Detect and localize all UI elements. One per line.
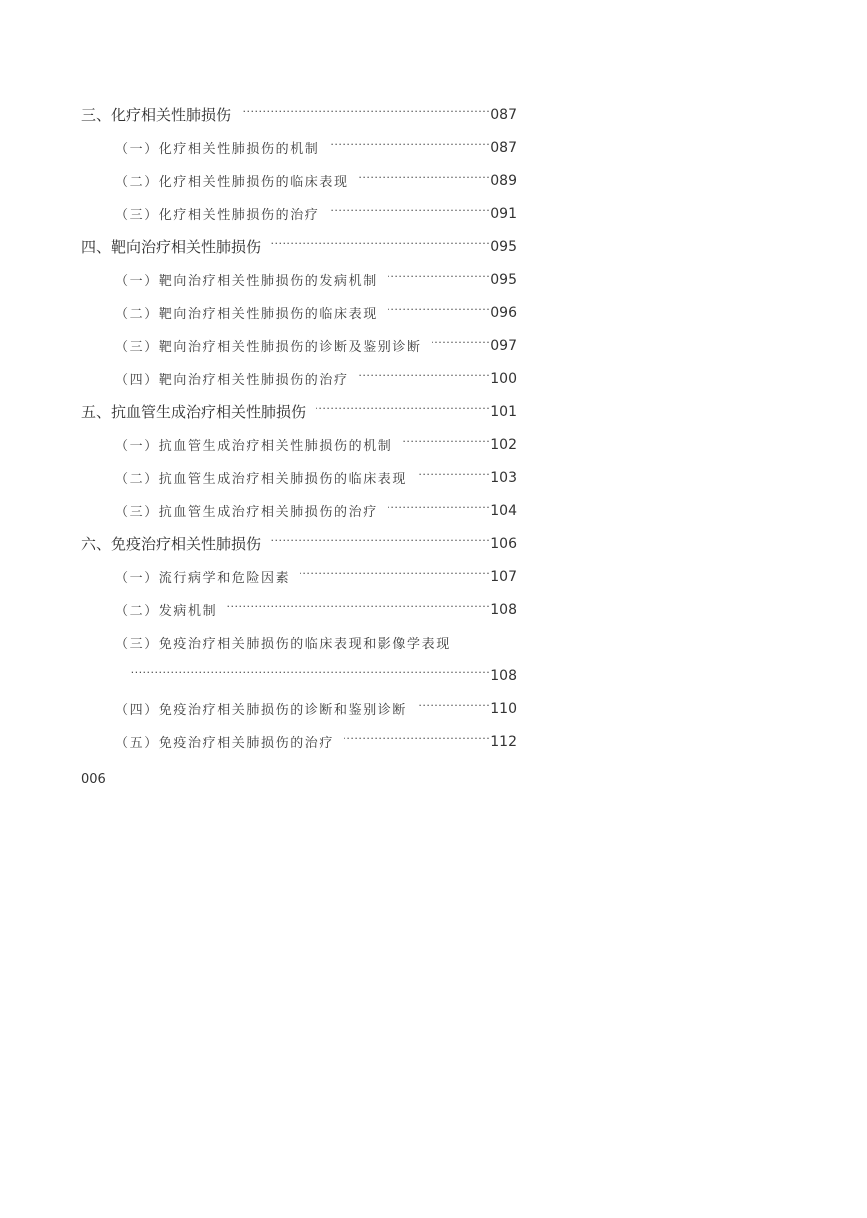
toc-entry-title: （一）抗血管生成治疗相关性肺损伤的机制 bbox=[115, 439, 393, 454]
toc-entry-title: 六、免疫治疗相关性肺损伤 bbox=[81, 535, 262, 553]
toc-entry-title: （二）靶向治疗相关性肺损伤的临床表现 bbox=[115, 307, 378, 322]
toc-page-number: 091 bbox=[490, 205, 517, 222]
dot-leader bbox=[241, 108, 490, 122]
toc-subentry[interactable] bbox=[81, 692, 517, 725]
toc-section-3[interactable] bbox=[81, 98, 517, 131]
toc-section-6[interactable] bbox=[81, 527, 517, 560]
toc-entry-title: （二）化疗相关性肺损伤的临床表现 bbox=[115, 175, 349, 190]
dot-leader bbox=[388, 504, 490, 518]
toc-subentry[interactable] bbox=[81, 164, 517, 197]
toc-page-number: 108 bbox=[490, 601, 517, 618]
toc-subentry[interactable] bbox=[81, 263, 517, 296]
dot-leader bbox=[227, 603, 490, 617]
toc-subentry[interactable] bbox=[81, 296, 517, 329]
toc-entry-title: （二）发病机制 bbox=[115, 604, 218, 619]
dot-leader bbox=[329, 141, 490, 155]
toc-page-number: 089 bbox=[490, 172, 517, 189]
dot-leader bbox=[359, 174, 491, 188]
dot-leader bbox=[329, 207, 490, 221]
dot-leader bbox=[417, 471, 490, 485]
toc-subentry[interactable] bbox=[81, 461, 517, 494]
toc-entry-title: （三）化疗相关性肺损伤的治疗 bbox=[115, 208, 320, 223]
dot-leader bbox=[388, 273, 490, 287]
toc-page-number: 097 bbox=[490, 337, 517, 354]
toc-page-number: 108 bbox=[490, 667, 517, 684]
dot-leader bbox=[316, 405, 490, 419]
toc-subentry[interactable] bbox=[81, 131, 517, 164]
toc-page-number: 087 bbox=[490, 139, 517, 156]
dot-leader bbox=[388, 306, 490, 320]
toc-page-number: 112 bbox=[490, 733, 517, 750]
toc-entry-title: （四）免疫治疗相关肺损伤的诊断和鉴别诊断 bbox=[115, 703, 408, 718]
dot-leader bbox=[359, 372, 491, 386]
toc-entry-title: 三、化疗相关性肺损伤 bbox=[81, 106, 232, 124]
dot-leader bbox=[129, 669, 490, 683]
toc-page-number: 096 bbox=[490, 304, 517, 321]
toc-entry-title: （四）靶向治疗相关性肺损伤的治疗 bbox=[115, 373, 349, 388]
toc-subentry-continuation[interactable] bbox=[81, 659, 517, 692]
toc-entry-title: （五）免疫治疗相关肺损伤的治疗 bbox=[115, 736, 335, 751]
dot-leader bbox=[402, 438, 490, 452]
toc-page-number: 106 bbox=[490, 535, 517, 552]
toc-subentry[interactable] bbox=[81, 725, 517, 758]
toc-page-number: 110 bbox=[490, 700, 517, 717]
page-folio-number: 006 bbox=[81, 772, 106, 787]
dot-leader bbox=[271, 537, 490, 551]
toc-entry-title: （一）流行病学和危险因素 bbox=[115, 571, 291, 586]
toc-subentry[interactable] bbox=[81, 560, 517, 593]
dot-leader bbox=[344, 735, 490, 749]
toc-page-number: 100 bbox=[490, 370, 517, 387]
dot-leader bbox=[300, 570, 490, 584]
toc-page-number: 087 bbox=[490, 106, 517, 123]
toc-subentry[interactable] bbox=[81, 362, 517, 395]
toc-page-number: 103 bbox=[490, 469, 517, 486]
toc-entry-title: （三）靶向治疗相关性肺损伤的诊断及鉴别诊断 bbox=[115, 340, 422, 355]
toc-subentry[interactable] bbox=[81, 197, 517, 230]
toc-entry-title: （三）免疫治疗相关肺损伤的临床表现和影像学表现 bbox=[115, 637, 451, 652]
toc-subentry[interactable] bbox=[81, 593, 517, 626]
toc-subentry-wrapped[interactable] bbox=[81, 626, 517, 659]
toc-subentry[interactable] bbox=[81, 494, 517, 527]
toc-subentry[interactable] bbox=[81, 428, 517, 461]
toc-section-5[interactable] bbox=[81, 395, 517, 428]
toc-page-number: 104 bbox=[490, 502, 517, 519]
toc-page-number: 095 bbox=[490, 238, 517, 255]
toc-page-number: 095 bbox=[490, 271, 517, 288]
toc-section-4[interactable] bbox=[81, 230, 517, 263]
toc-page-number: 102 bbox=[490, 436, 517, 453]
table-of-contents bbox=[81, 98, 517, 758]
toc-entry-title: （三）抗血管生成治疗相关肺损伤的治疗 bbox=[115, 505, 378, 520]
toc-entry-title: （二）抗血管生成治疗相关肺损伤的临床表现 bbox=[115, 472, 408, 487]
toc-page-number: 101 bbox=[490, 403, 517, 420]
toc-entry-title: （一）靶向治疗相关性肺损伤的发病机制 bbox=[115, 274, 378, 289]
dot-leader bbox=[432, 339, 491, 353]
dot-leader bbox=[417, 702, 490, 716]
toc-entry-title: 五、抗血管生成治疗相关性肺损伤 bbox=[81, 403, 307, 421]
dot-leader bbox=[271, 240, 490, 254]
toc-subentry[interactable] bbox=[81, 329, 517, 362]
toc-page-number: 107 bbox=[490, 568, 517, 585]
toc-entry-title: （一）化疗相关性肺损伤的机制 bbox=[115, 142, 320, 157]
toc-entry-title: 四、靶向治疗相关性肺损伤 bbox=[81, 238, 262, 256]
